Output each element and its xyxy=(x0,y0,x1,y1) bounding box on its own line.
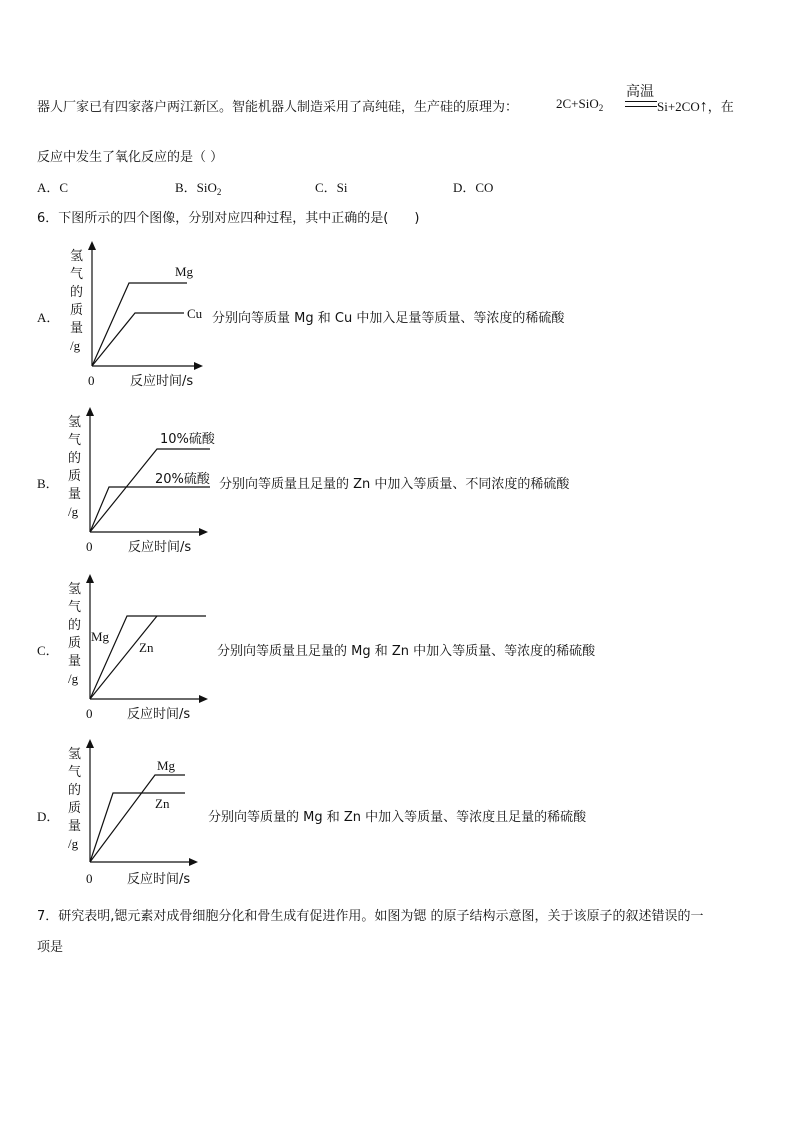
y-axis-arrow-icon xyxy=(88,241,96,250)
option-text: Si xyxy=(336,180,348,195)
y-axis-char: 气 xyxy=(68,600,82,615)
y-axis-char: 量 xyxy=(68,487,82,502)
option-text: SiO xyxy=(196,180,217,195)
origin-label: 0 xyxy=(86,539,93,554)
x-axis-label: 反应时间/s xyxy=(127,707,191,722)
y-axis-char: 量 xyxy=(68,654,82,669)
q6-graph-a xyxy=(60,240,210,390)
curve-zn xyxy=(90,793,185,862)
curve-label: Zn xyxy=(155,796,170,811)
q6-option-a-desc: 分别向等质量 Mg 和 Cu 中加入足量等质量、等浓度的稀硫酸 xyxy=(212,311,565,326)
y-axis-char: 质 xyxy=(70,303,84,318)
y-axis-char: /g xyxy=(68,671,79,686)
y-axis-char: 的 xyxy=(70,285,84,300)
q5-line1 xyxy=(37,96,518,115)
curve-label: Mg xyxy=(157,758,176,773)
q6-option-a-letter: A． xyxy=(37,310,60,325)
q6-option-c-letter: C． xyxy=(37,643,59,658)
x-axis-label: 反应时间/s xyxy=(127,872,191,887)
curve-label: Zn xyxy=(139,640,154,655)
q5-line1-text: 器人厂家已有四家落户两江新区。智能机器人制造采用了高纯硅，生产硅的原理为： xyxy=(37,100,519,115)
y-axis-char: 气 xyxy=(70,267,84,282)
y-axis-char: 气 xyxy=(68,765,82,780)
origin-label: 0 xyxy=(86,706,93,721)
equation-equals-sign xyxy=(625,101,657,107)
curve-cu xyxy=(92,313,184,366)
option-subscript: 2 xyxy=(216,187,222,197)
equation-lhs-subscript: 2 xyxy=(598,103,604,113)
equation-lhs: 2C+SiO xyxy=(556,96,599,111)
y-axis-char: 的 xyxy=(68,618,82,633)
q6-option-b-desc: 分别向等质量且足量的 Zn 中加入等质量、不同浓度的稀硫酸 xyxy=(219,477,570,492)
y-axis-char: 氢 xyxy=(68,582,82,597)
q6-graph-b xyxy=(60,406,220,556)
y-axis-char: /g xyxy=(68,504,79,519)
y-axis-char: 量 xyxy=(68,819,82,834)
y-axis-char: 的 xyxy=(68,451,82,466)
y-axis-char: 氢 xyxy=(68,747,82,762)
curve-label: Mg xyxy=(175,264,194,279)
curve-mg xyxy=(92,283,187,366)
q5-option-b xyxy=(175,177,221,197)
q5-option-d xyxy=(453,177,493,196)
option-text: C xyxy=(59,180,69,195)
x-axis-arrow-icon xyxy=(199,528,208,536)
q6-option-c-desc: 分别向等质量且足量的 Mg 和 Zn 中加入等质量、等浓度的稀硫酸 xyxy=(217,644,596,659)
y-axis-char: 的 xyxy=(68,783,82,798)
y-axis-arrow-icon xyxy=(86,574,94,583)
y-axis-char: 氢 xyxy=(68,415,82,430)
curve-label: Cu xyxy=(187,306,203,321)
q6-option-b-letter: B． xyxy=(37,476,59,491)
y-axis-char: /g xyxy=(68,836,79,851)
q7-line2: 项是 xyxy=(37,940,64,955)
y-axis-char: 气 xyxy=(68,433,82,448)
x-axis-label: 反应时间/s xyxy=(128,540,192,555)
option-letter: D． xyxy=(453,180,476,195)
q6-option-d-desc: 分别向等质量的 Mg 和 Zn 中加入等质量、等浓度且足量的稀硫酸 xyxy=(208,810,587,825)
option-letter: B． xyxy=(175,180,197,195)
option-letter: A． xyxy=(37,180,60,195)
y-axis-char: 质 xyxy=(68,636,82,651)
q5-equation xyxy=(556,96,603,113)
origin-label: 0 xyxy=(88,373,95,388)
gas-arrow-icon: ↑ xyxy=(699,98,708,115)
q5-line2: 反应中发生了氧化反应的是（ ） xyxy=(37,150,224,165)
y-axis-char: 质 xyxy=(68,801,82,816)
equation-rhs: Si+2CO xyxy=(657,99,700,114)
q5-option-a xyxy=(37,177,68,196)
option-letter: C． xyxy=(315,180,337,195)
q7-line1: 7．研究表明,锶元素对成骨细胞分化和骨生成有促进作用。如图为锶 的原子结构示意图，关于该原子的叙述错误的一 xyxy=(37,909,704,924)
y-axis-char: /g xyxy=(70,338,81,353)
q6-graph-d xyxy=(60,738,210,888)
y-axis-char: 质 xyxy=(68,469,82,484)
y-axis-char: 氢 xyxy=(70,249,84,264)
origin-label: 0 xyxy=(86,871,93,886)
q6-graph-c xyxy=(60,573,220,723)
q6-stem: 6．下图所示的四个图像，分别对应四种过程，其中正确的是( ) xyxy=(37,211,420,226)
x-axis-label: 反应时间/s xyxy=(130,374,194,389)
y-axis-char: 量 xyxy=(70,321,84,336)
curve-label: Mg xyxy=(91,629,110,644)
y-axis-arrow-icon xyxy=(86,739,94,748)
q5-line1-tail: ，在 xyxy=(707,100,734,115)
curve-label: 10%硫酸 xyxy=(160,432,215,447)
option-text: CO xyxy=(475,180,494,195)
curve-label: 20%硫酸 xyxy=(155,472,210,487)
q6-option-d-letter: D． xyxy=(37,809,60,824)
x-axis-arrow-icon xyxy=(194,362,203,370)
equation-rhs-group xyxy=(657,96,734,116)
y-axis-arrow-icon xyxy=(86,407,94,416)
q5-option-c xyxy=(315,177,348,196)
x-axis-arrow-icon xyxy=(199,695,208,703)
x-axis-arrow-icon xyxy=(189,858,198,866)
equation-condition: 高温 xyxy=(626,84,654,100)
